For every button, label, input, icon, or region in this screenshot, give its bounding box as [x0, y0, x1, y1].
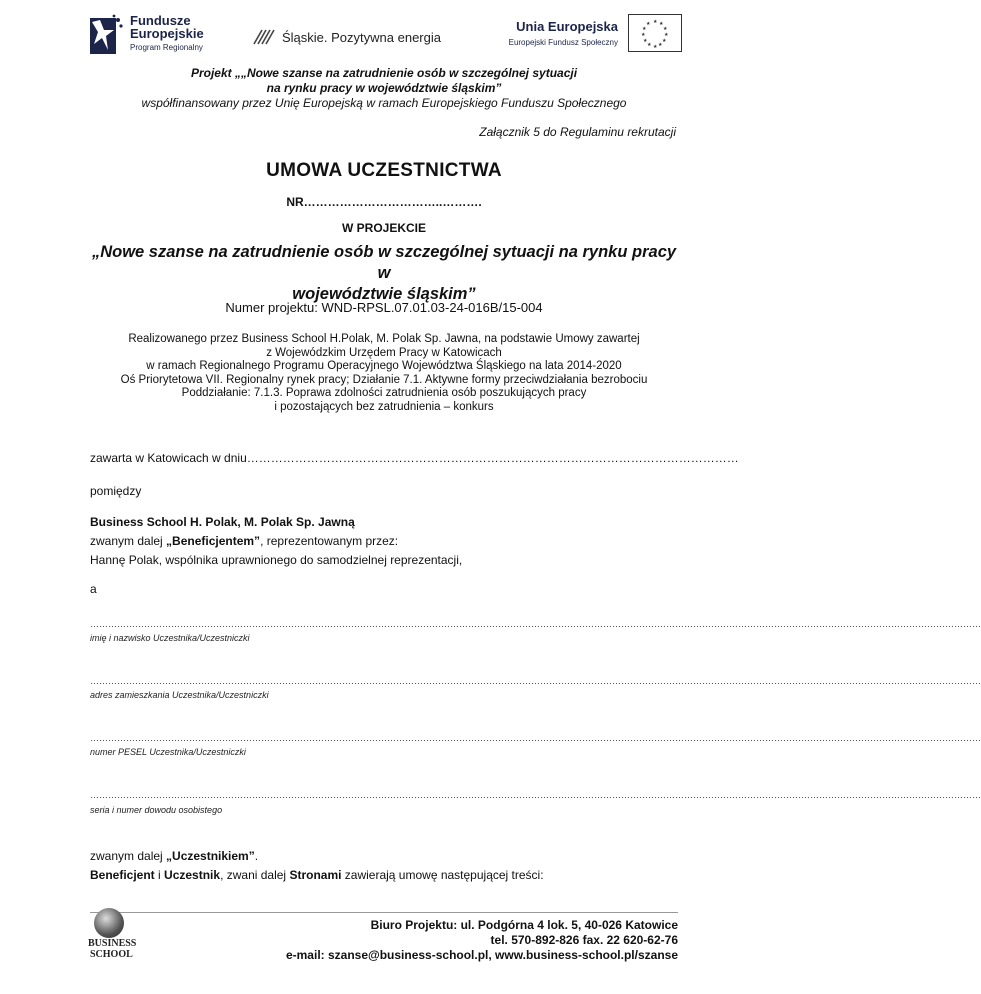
beneficjent-rep: Hannę Polak, wspólnika uprawnionego do samodzielnej reprezentacji, [90, 553, 463, 567]
fe-line3: Program Regionalny [130, 43, 203, 52]
svg-text:★: ★ [663, 26, 668, 32]
strony-b2: Uczestnik [164, 868, 221, 882]
fe-emblem-icon [90, 14, 124, 56]
svg-text:★: ★ [659, 21, 664, 27]
name-fill-line: ……………………………………………………………………………………………………………………………………………………………………………………………………………………………………………………………………… [90, 619, 981, 629]
bs-logo-line2: SCHOOL [90, 949, 133, 960]
svg-text:★: ★ [653, 19, 658, 25]
beneficjent-zwanym-prefix: zwanym dalej [90, 534, 167, 548]
strony-line [90, 866, 678, 885]
annex-note: Załącznik 5 do Regulaminu rekrutacji [479, 125, 676, 139]
realizacja-line: i pozostających bez zatrudnienia – konkurs [274, 400, 494, 413]
pesel-fill-line: ……………………………………………………………………………………………………………………………………………………………………………………………………………………………………………………………………… [90, 733, 981, 743]
uczestnik-prefix: zwanym dalej [90, 849, 167, 863]
beneficjent-name: Business School H. Polak, M. Polak Sp. Jawną [90, 515, 355, 529]
svg-text:★: ★ [646, 21, 651, 27]
w-projekcie-heading: W PROJEKCIE [341, 221, 426, 235]
beneficjent-zwanym-suffix: , reprezentowanym przez: [260, 534, 399, 548]
realizacja-line: Poddziałanie: 7.1.3. Poprawa zdolności zatrudnienia osób poszukujących pracy [181, 387, 587, 399]
eu-flag-icon [628, 14, 682, 52]
strony-b1: Beneficjent [90, 868, 155, 882]
footer-divider [90, 912, 678, 913]
uczestnik-suffix: . [254, 849, 259, 863]
address-field-label: adres zamieszkania Uczestnika/Uczestniczki [90, 690, 269, 700]
name-field-label: imię i nazwisko Uczestnika/Uczestniczki [90, 633, 250, 643]
project-header-line2: na rynku pracy w województwie śląskim” [266, 81, 502, 95]
strony-t2: , zwani dalej [220, 868, 290, 882]
project-header [80, 66, 688, 111]
footer-email: e-mail: szanse@business-school.pl, www.business-school.pl/szanse [285, 948, 678, 962]
project-title [90, 242, 678, 305]
footer-phone: tel. 570-892-826 fax. 22 620-62-76 [490, 933, 678, 947]
document-title: UMOWA UCZESTNICTWA [266, 160, 502, 181]
footer-contact [286, 918, 678, 963]
ue-line2: Europejski Fundusz Społeczny [508, 38, 618, 47]
a-connector: a [90, 582, 97, 596]
address-fill-line: ……………………………………………………………………………………………………………………………………………………………………………………………………………………………………………………………………… [90, 676, 981, 686]
realizacja-line: Oś Priorytetowa VII. Regionalny rynek pracy; Działanie 7.1. Aktywne formy przeciwdziałania bezrobociu [120, 373, 648, 386]
id-fill-line: ……………………………………………………………………………………………………………………………………………………………………………………………………………………………………………………………………… [90, 790, 981, 800]
slaskie-stripes-icon [252, 28, 276, 46]
realizacja-block [80, 333, 688, 414]
uczestnik-bold: „Uczestnikiem” [166, 849, 255, 863]
beneficjent-zwanym [90, 532, 678, 551]
svg-text:★: ★ [653, 44, 658, 50]
contract-number-field: NR……………………………..………. [286, 195, 482, 209]
uczestnik-block [90, 847, 678, 885]
fundusze-europejskie-logo [90, 14, 204, 56]
svg-text:★: ★ [664, 32, 669, 38]
globe-icon [94, 908, 124, 938]
logo-bar [90, 14, 682, 64]
svg-text:★: ★ [647, 42, 652, 48]
project-number: Numer projektu: WND-RPSL.07.01.03-24-016B/15-004 [225, 300, 543, 315]
project-title-line1: „Nowe szanse na zatrudnienie osób w szczególnej sytuacji na rynku pracy w [91, 243, 677, 282]
strony-t3: zawierają umowę następującej treści: [341, 868, 544, 882]
svg-text:★: ★ [643, 38, 648, 44]
svg-text:★: ★ [641, 32, 646, 38]
footer-address: Biuro Projektu: ul. Podgórna 4 lok. 5, 40-026 Katowice [370, 918, 678, 932]
beneficjent-block [90, 513, 678, 570]
pesel-field-label: numer PESEL Uczestnika/Uczestniczki [90, 747, 246, 757]
beneficjent-zwanym-bold: „Beneficjentem” [166, 534, 261, 548]
project-header-line3: współfinansowany przez Unię Europejską w ramach Europejskiego Funduszu Społecznego [141, 96, 627, 110]
realizacja-line: Realizowanego przez Business School H.Polak, M. Polak Sp. Jawna, na podstawie Umowy zawartej [128, 333, 640, 345]
svg-text:★: ★ [662, 38, 667, 44]
strony-b3: Stronami [289, 868, 342, 882]
bs-logo-line1: BUSINESS [88, 938, 137, 949]
realizacja-line: z Wojewódzkim Urzędem Pracy w Katowicach [266, 346, 502, 359]
ue-line1: Unia Europejska [516, 19, 618, 34]
id-field-label: seria i numer dowodu osobistego [90, 805, 223, 815]
slaskie-text: Śląskie. Pozytywna energia [282, 29, 441, 45]
fe-line2: Europejskie [130, 26, 204, 41]
unia-europejska-logo [509, 14, 682, 52]
realizacja-line: w ramach Regionalnego Programu Operacyjnego Województwa Śląskiego na lata 2014-2020 [146, 360, 622, 372]
pomiedzy-text: pomiędzy [90, 484, 142, 498]
uczestnik-line [90, 847, 678, 866]
project-title-line2: województwie śląskim” [292, 285, 476, 303]
svg-text:★: ★ [642, 26, 647, 32]
svg-text:★: ★ [658, 42, 663, 48]
project-header-line1: Projekt „„Nowe szanse na zatrudnienie osób w szczególnej sytuacji [190, 66, 578, 80]
strony-t1: i [154, 868, 165, 882]
slaskie-logo [252, 28, 441, 46]
zawarta-date-field: zawarta w Katowicach w dniu…………………………………………………………………………………………………………… [90, 451, 739, 465]
business-school-logo [86, 908, 138, 960]
fe-line1: Fundusze [130, 13, 191, 28]
